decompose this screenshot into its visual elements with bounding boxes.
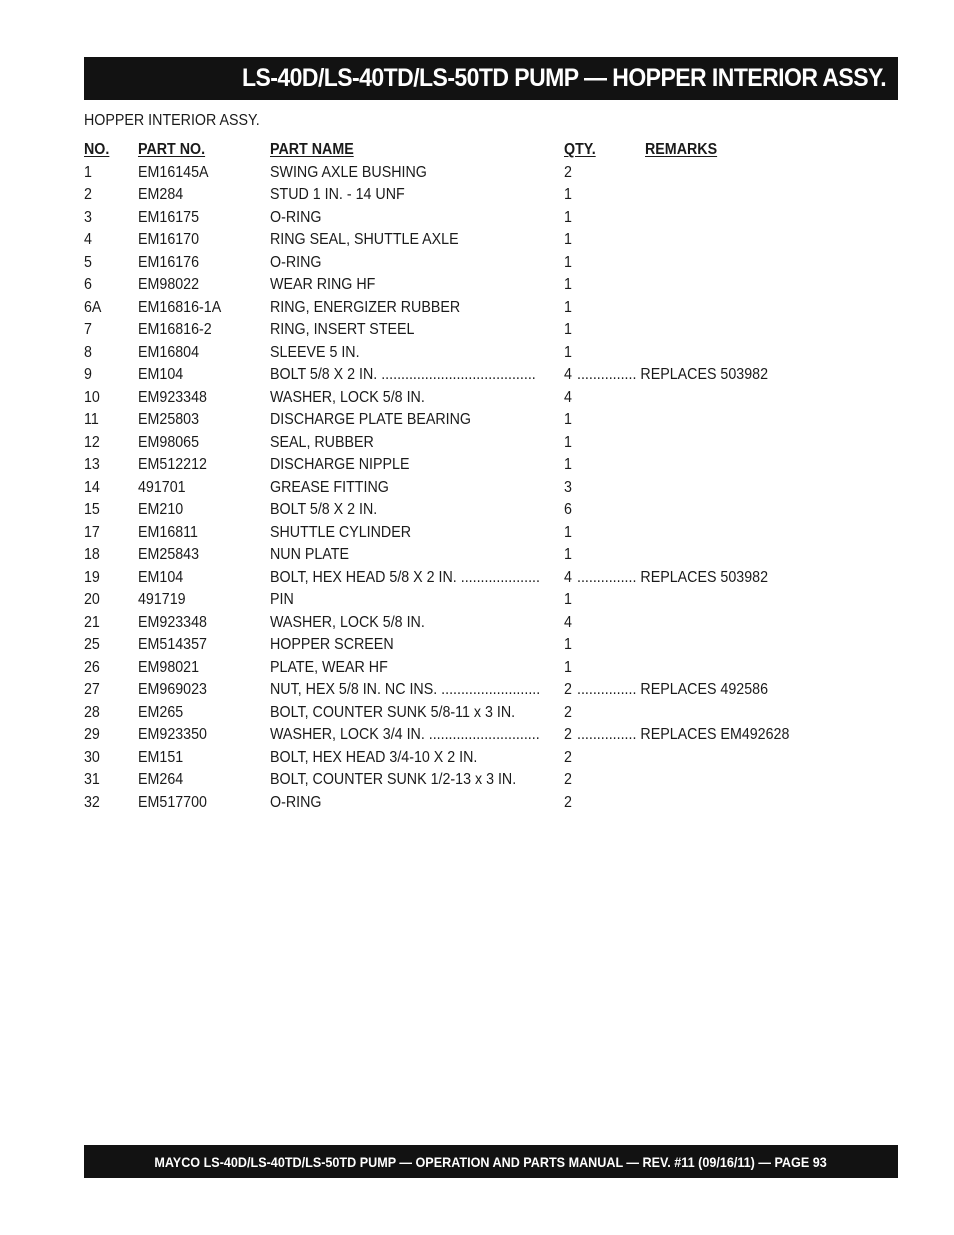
row-qty: 1 [564, 208, 572, 226]
row-part-no: EM16816-1A [138, 298, 222, 316]
row-no: 12 [84, 433, 100, 451]
row-part-no: EM104 [138, 366, 184, 383]
table-row [84, 747, 844, 770]
row-part-name: DISCHARGE PLATE BEARING [270, 411, 472, 428]
row-part-name: O-RING [270, 793, 322, 811]
row-qty: 1 [564, 591, 572, 608]
row-qty: 4 [564, 568, 572, 586]
row-part-name: WEAR RING HF [270, 276, 376, 293]
table-row [84, 297, 844, 320]
table-row [84, 162, 844, 185]
table-row [84, 184, 844, 207]
row-part-name: BOLT, COUNTER SUNK 1/2-13 x 3 IN. [270, 771, 517, 788]
row-part-no: EM210 [138, 501, 184, 518]
row-part-no: EM514357 [138, 636, 207, 653]
table-row [84, 207, 844, 230]
row-qty: 2 [564, 703, 572, 721]
row-qty: 1 [564, 321, 572, 338]
row-part-name: SHUTTLE CYLINDER [270, 523, 412, 541]
row-part-no: EM16145A [138, 163, 209, 181]
row-qty: 1 [564, 433, 572, 451]
row-part-name: WASHER, LOCK 3/4 IN. ............................ [270, 726, 540, 743]
row-part-no: 491719 [138, 591, 186, 608]
row-part-no: EM25843 [138, 546, 200, 563]
row-part-no: EM969023 [138, 681, 207, 698]
table-row [84, 477, 844, 500]
row-part-name: PIN [270, 591, 294, 608]
row-part-no: 491701 [138, 478, 186, 496]
row-no: 10 [84, 388, 100, 406]
row-remarks: ............... REPLACES 503982 [577, 366, 769, 383]
row-part-name: HOPPER SCREEN [270, 636, 394, 653]
row-part-no: EM265 [138, 703, 184, 721]
row-no: 5 [84, 253, 92, 271]
table-row [84, 342, 844, 365]
row-part-no: EM264 [138, 771, 184, 788]
row-part-name: DISCHARGE NIPPLE [270, 456, 410, 473]
row-part-name: STUD 1 IN. - 14 UNF [270, 186, 405, 203]
row-no: 15 [84, 501, 100, 518]
row-part-no: EM151 [138, 748, 184, 766]
row-qty: 4 [564, 613, 572, 631]
row-qty: 6 [564, 501, 572, 518]
header-part-no: PART NO. [138, 141, 206, 158]
table-row [84, 229, 844, 252]
row-qty: 1 [564, 523, 572, 541]
row-part-no: EM16816-2 [138, 321, 212, 338]
row-no: 26 [84, 658, 100, 676]
row-no: 4 [84, 231, 92, 248]
row-qty: 1 [564, 456, 572, 473]
row-part-name: O-RING [270, 208, 322, 226]
table-row [84, 522, 844, 545]
row-no: 17 [84, 523, 100, 541]
page-title: LS-40D/LS-40TD/LS-50TD PUMP — HOPPER INTERIOR ASSY. [241, 64, 886, 92]
row-part-name: RING, ENERGIZER RUBBER [270, 298, 461, 316]
row-qty: 1 [564, 231, 572, 248]
table-header-row [84, 139, 844, 162]
row-qty: 2 [564, 771, 572, 788]
table-row [84, 702, 844, 725]
table-row [84, 657, 844, 680]
row-qty: 1 [564, 658, 572, 676]
row-part-no: EM923348 [138, 388, 207, 406]
row-part-no: EM16176 [138, 253, 200, 271]
row-no: 3 [84, 208, 92, 226]
row-part-no: EM16804 [138, 343, 200, 361]
section-title: HOPPER INTERIOR ASSY. [84, 112, 260, 129]
table-row [84, 364, 844, 387]
row-no: 21 [84, 613, 100, 631]
table-row [84, 792, 844, 815]
row-part-no: EM284 [138, 186, 184, 203]
row-qty: 1 [564, 411, 572, 428]
row-part-no: EM16811 [138, 523, 198, 541]
row-part-name: RING, INSERT STEEL [270, 321, 415, 338]
row-no: 7 [84, 321, 92, 338]
row-no: 27 [84, 681, 100, 698]
row-part-no: EM923348 [138, 613, 207, 631]
table-row [84, 612, 844, 635]
table-row [84, 499, 844, 522]
row-qty: 1 [564, 298, 572, 316]
row-no: 6 [84, 276, 92, 293]
row-part-name: SEAL, RUBBER [270, 433, 374, 451]
row-qty: 1 [564, 546, 572, 563]
row-part-name: BOLT 5/8 X 2 IN. ....................................... [270, 366, 536, 383]
row-qty: 1 [564, 343, 572, 361]
row-part-name: PLATE, WEAR HF [270, 658, 388, 676]
row-part-name: WASHER, LOCK 5/8 IN. [270, 613, 425, 631]
row-no: 31 [84, 771, 100, 788]
row-qty: 4 [564, 388, 572, 406]
row-qty: 2 [564, 793, 572, 811]
row-qty: 1 [564, 253, 572, 271]
row-no: 18 [84, 546, 100, 563]
row-qty: 2 [564, 163, 572, 181]
table-row [84, 634, 844, 657]
row-part-no: EM512212 [138, 456, 207, 473]
row-part-no: EM517700 [138, 793, 207, 811]
row-no: 1 [84, 163, 92, 181]
table-row [84, 679, 844, 702]
table-row [84, 319, 844, 342]
row-no: 32 [84, 793, 100, 811]
row-qty: 2 [564, 748, 572, 766]
row-qty: 3 [564, 478, 572, 496]
row-remarks: ............... REPLACES 492586 [577, 681, 769, 698]
row-no: 8 [84, 343, 92, 361]
row-no: 20 [84, 591, 100, 608]
table-row [84, 724, 844, 747]
row-qty: 1 [564, 186, 572, 203]
row-no: 11 [84, 411, 99, 428]
row-part-no: EM98021 [138, 658, 200, 676]
row-no: 2 [84, 186, 92, 203]
row-part-name: WASHER, LOCK 5/8 IN. [270, 388, 425, 406]
row-part-no: EM98022 [138, 276, 200, 293]
row-part-name: O-RING [270, 253, 322, 271]
page-footer [84, 1145, 898, 1178]
row-qty: 2 [564, 726, 572, 743]
row-qty: 2 [564, 681, 572, 698]
row-part-no: EM104 [138, 568, 184, 586]
table-row [84, 454, 844, 477]
row-no: 29 [84, 726, 100, 743]
table-row [84, 387, 844, 410]
table-row [84, 567, 844, 590]
table-row [84, 589, 844, 612]
table-row [84, 252, 844, 275]
row-no: 19 [84, 568, 100, 586]
row-remarks: ............... REPLACES EM492628 [577, 726, 790, 743]
row-part-no: EM16170 [138, 231, 200, 248]
table-row [84, 409, 844, 432]
row-no: 9 [84, 366, 92, 383]
row-no: 30 [84, 748, 100, 766]
header-part-name: PART NAME [270, 141, 354, 158]
row-part-name: BOLT, HEX HEAD 3/4-10 X 2 IN. [270, 748, 478, 766]
table-body [84, 162, 844, 815]
row-no: 6A [84, 298, 102, 316]
row-part-name: SWING AXLE BUSHING [270, 163, 427, 181]
row-qty: 4 [564, 366, 572, 383]
row-remarks: ............... REPLACES 503982 [577, 568, 769, 586]
row-part-no: EM25803 [138, 411, 200, 428]
row-qty: 1 [564, 636, 572, 653]
row-part-name: GREASE FITTING [270, 478, 389, 496]
row-part-no: EM16175 [138, 208, 200, 226]
row-part-name: NUT, HEX 5/8 IN. NC INS. ......................... [270, 681, 541, 698]
row-part-name: BOLT 5/8 X 2 IN. [270, 501, 378, 518]
footer-text: MAYCO LS-40D/LS-40TD/LS-50TD PUMP — OPERATION AND PARTS MANUAL — REV. #11 (09/16/11) — PAGE 93 [154, 1153, 828, 1170]
table-row [84, 769, 844, 792]
table-row [84, 274, 844, 297]
page-title-bar [84, 57, 898, 100]
header-remarks: REMARKS [645, 141, 718, 158]
row-no: 25 [84, 636, 100, 653]
header-qty: QTY. [564, 141, 596, 158]
row-no: 14 [84, 478, 100, 496]
row-qty: 1 [564, 276, 572, 293]
row-part-no: EM923350 [138, 726, 207, 743]
row-part-no: EM98065 [138, 433, 200, 451]
row-part-name: RING SEAL, SHUTTLE AXLE [270, 231, 459, 248]
row-part-name: NUN PLATE [270, 546, 349, 563]
row-no: 13 [84, 456, 100, 473]
table-row [84, 432, 844, 455]
header-no: NO. [84, 141, 110, 158]
table-row [84, 544, 844, 567]
row-no: 28 [84, 703, 100, 721]
row-part-name: BOLT, HEX HEAD 5/8 X 2 IN. .................... [270, 568, 540, 586]
parts-table [84, 139, 844, 814]
row-part-name: SLEEVE 5 IN. [270, 343, 360, 361]
row-part-name: BOLT, COUNTER SUNK 5/8-11 x 3 IN. [270, 703, 516, 721]
